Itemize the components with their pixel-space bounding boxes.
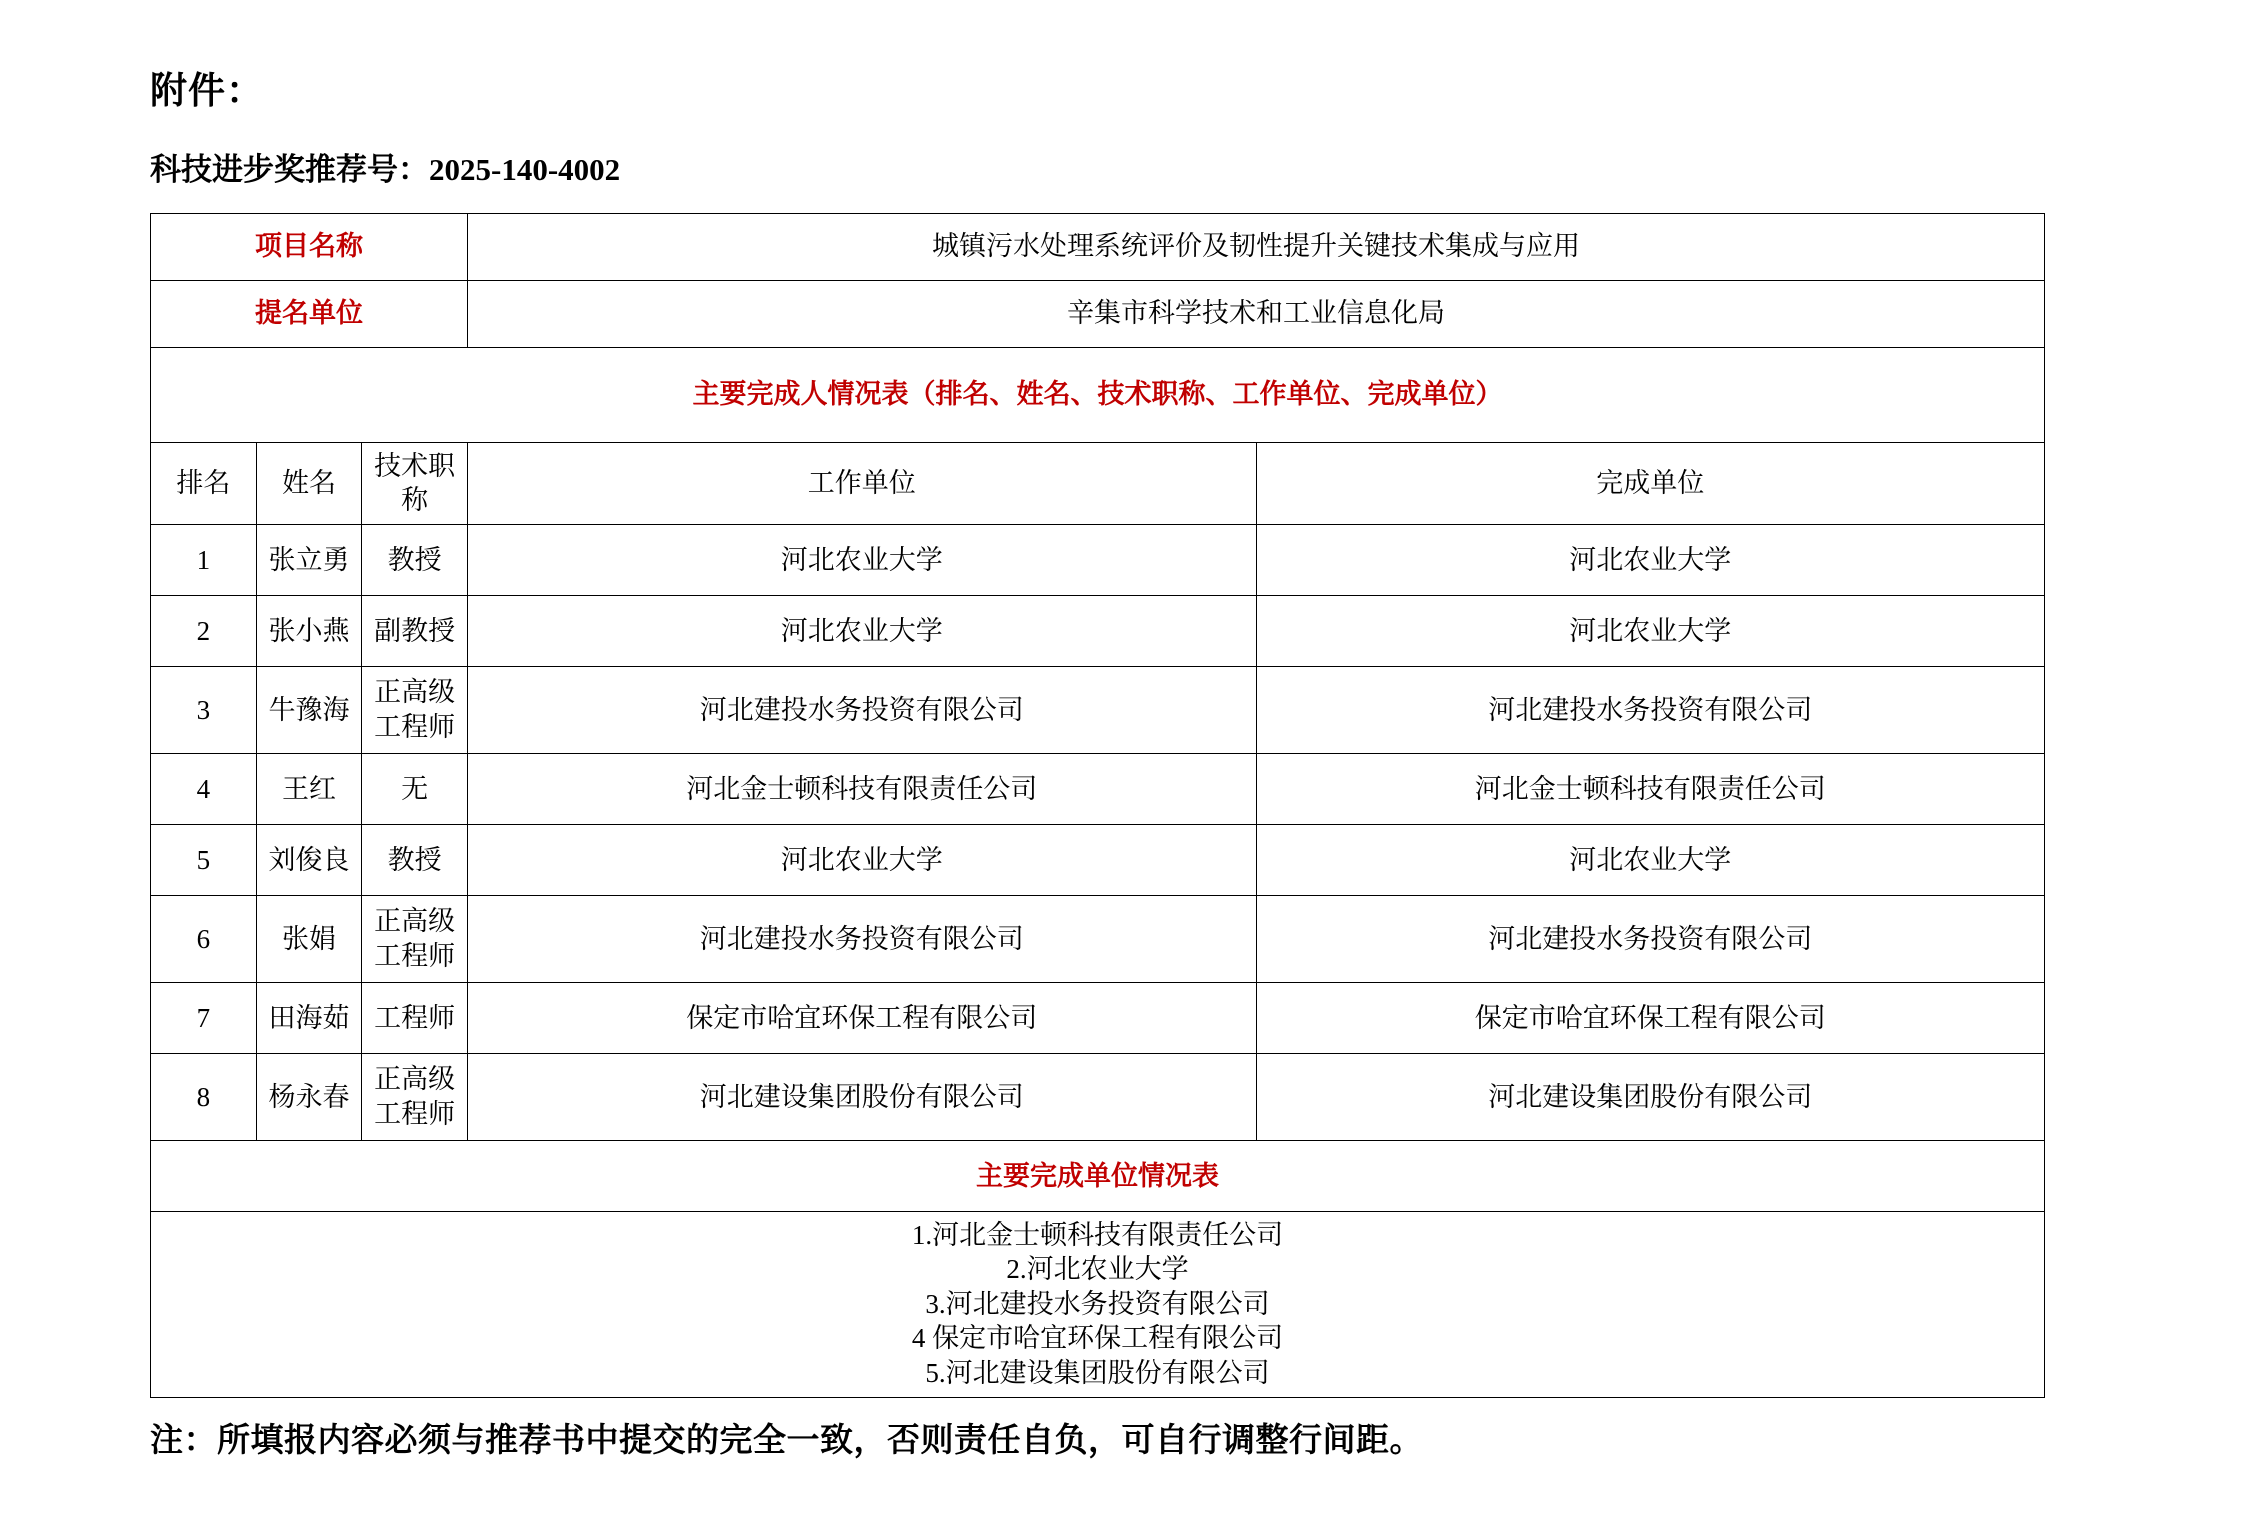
recommendation-prefix: 科技进步奖推荐号：: [150, 152, 429, 188]
cell-done-unit: 河北农业大学: [1256, 824, 2045, 895]
people-section-title: 主要完成人情况表（排名、姓名、技术职称、工作单位、完成单位）: [151, 347, 2045, 442]
cell-title: 正高级工程师: [362, 1053, 468, 1140]
table-row-units-list: [151, 1211, 2045, 1397]
column-header-rank: 排名: [151, 442, 257, 524]
cell-name: 张立勇: [256, 524, 362, 595]
list-item: 5.河北建设集团股份有限公司: [925, 1357, 1270, 1388]
table-row: [151, 982, 2045, 1053]
cell-name: 刘俊良: [256, 824, 362, 895]
column-header-done-unit: 完成单位: [1256, 442, 2045, 524]
cell-rank: 7: [151, 982, 257, 1053]
table-row: [151, 524, 2045, 595]
cell-title: 教授: [362, 824, 468, 895]
cell-done-unit: 保定市哈宜环保工程有限公司: [1256, 982, 2045, 1053]
list-item: 3.河北建投水务投资有限公司: [925, 1288, 1270, 1319]
project-name-label: 项目名称: [151, 213, 468, 280]
table-row: [151, 595, 2045, 666]
table-row-project-name: [151, 213, 2045, 280]
column-header-work-unit: 工作单位: [468, 442, 1257, 524]
cell-work-unit: 河北农业大学: [468, 595, 1257, 666]
award-info-table: [150, 213, 2045, 1398]
cell-title: 无: [362, 753, 468, 824]
cell-done-unit: 河北农业大学: [1256, 595, 2045, 666]
cell-name: 王红: [256, 753, 362, 824]
cell-done-unit: 河北农业大学: [1256, 524, 2045, 595]
cell-done-unit: 河北建投水务投资有限公司: [1256, 895, 2045, 982]
footer-note: 注：所填报内容必须与推荐书中提交的完全一致，否则责任自负，可自行调整行间距。: [150, 1422, 1423, 1459]
cell-work-unit: 河北建设集团股份有限公司: [468, 1053, 1257, 1140]
list-item: 2.河北农业大学: [1006, 1254, 1189, 1285]
cell-work-unit: 河北农业大学: [468, 524, 1257, 595]
cell-work-unit: 河北建投水务投资有限公司: [468, 666, 1257, 753]
cell-work-unit: 河北农业大学: [468, 824, 1257, 895]
table-row: [151, 1053, 2045, 1140]
units-section-title: 主要完成单位情况表: [151, 1140, 2045, 1211]
table-row-nominating-unit: [151, 280, 2045, 347]
nominating-unit-label: 提名单位: [151, 280, 468, 347]
cell-name: 张娟: [256, 895, 362, 982]
table-row-units-section-title: [151, 1140, 2045, 1211]
cell-title: 教授: [362, 524, 468, 595]
cell-rank: 6: [151, 895, 257, 982]
table-row: [151, 753, 2045, 824]
table-row: [151, 666, 2045, 753]
cell-title: 工程师: [362, 982, 468, 1053]
attachment-label: 附件：: [150, 71, 264, 112]
nominating-unit-value: 辛集市科学技术和工业信息化局: [468, 280, 2045, 347]
column-header-name: 姓名: [256, 442, 362, 524]
cell-name: 田海茹: [256, 982, 362, 1053]
cell-rank: 2: [151, 595, 257, 666]
recommendation-line: [150, 150, 2095, 190]
recommendation-number: 2025-140-4002: [429, 152, 621, 188]
cell-done-unit: 河北建投水务投资有限公司: [1256, 666, 2045, 753]
cell-work-unit: 保定市哈宜环保工程有限公司: [468, 982, 1257, 1053]
project-name-value: 城镇污水处理系统评价及韧性提升关键技术集成与应用: [468, 213, 2045, 280]
cell-rank: 3: [151, 666, 257, 753]
cell-name: 张小燕: [256, 595, 362, 666]
units-list: [151, 1211, 2045, 1397]
cell-rank: 8: [151, 1053, 257, 1140]
cell-title: 副教授: [362, 595, 468, 666]
cell-work-unit: 河北建投水务投资有限公司: [468, 895, 1257, 982]
list-item: 1.河北金士顿科技有限责任公司: [911, 1219, 1284, 1250]
table-row: [151, 824, 2045, 895]
cell-rank: 4: [151, 753, 257, 824]
cell-title: 正高级工程师: [362, 895, 468, 982]
cell-name: 杨永春: [256, 1053, 362, 1140]
cell-done-unit: 河北建设集团股份有限公司: [1256, 1053, 2045, 1140]
column-header-title: 技术职称: [362, 442, 468, 524]
table-row: [151, 895, 2045, 982]
table-row-column-headers: [151, 442, 2045, 524]
cell-title: 正高级工程师: [362, 666, 468, 753]
cell-rank: 5: [151, 824, 257, 895]
cell-work-unit: 河北金士顿科技有限责任公司: [468, 753, 1257, 824]
cell-done-unit: 河北金士顿科技有限责任公司: [1256, 753, 2045, 824]
cell-rank: 1: [151, 524, 257, 595]
table-row-people-section-title: [151, 347, 2045, 442]
cell-name: 牛豫海: [256, 666, 362, 753]
list-item: 4 保定市哈宜环保工程有限公司: [911, 1323, 1284, 1354]
